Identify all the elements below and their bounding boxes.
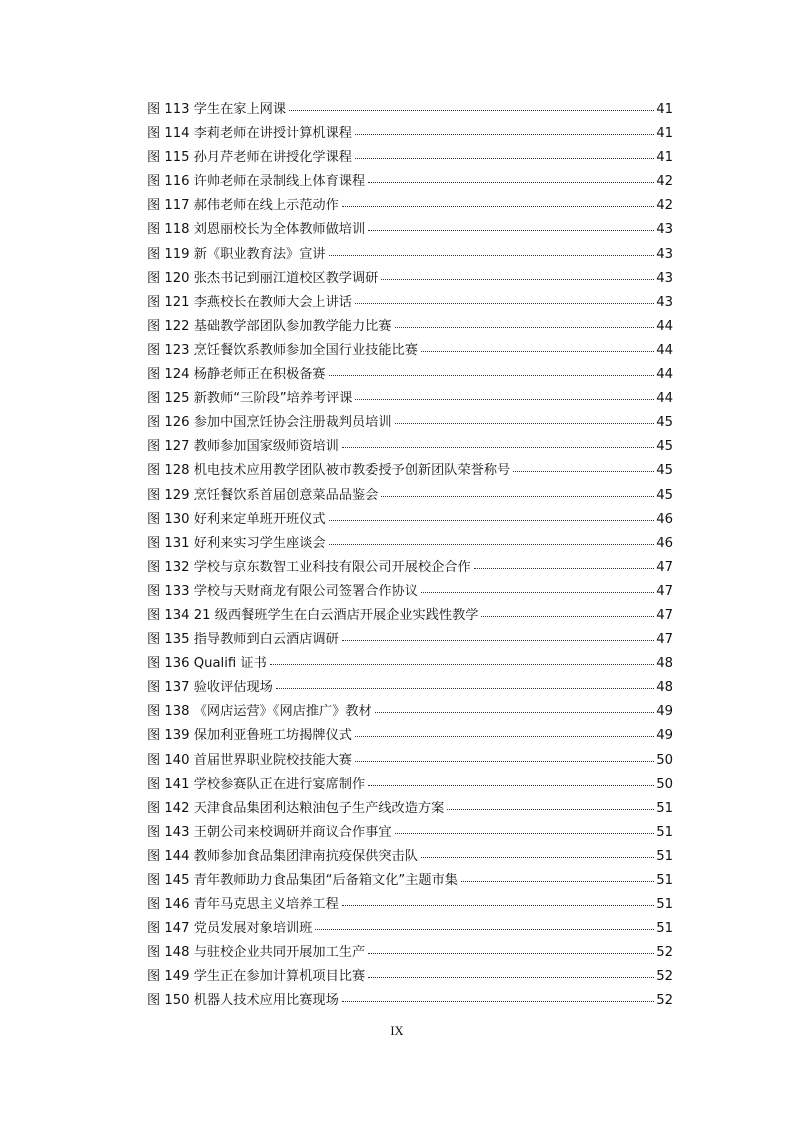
dot-leader (421, 591, 654, 593)
toc-entry[interactable] (147, 411, 673, 435)
entry-title: 图 114 李莉老师在讲授计算机课程 (147, 126, 352, 142)
dot-leader (355, 133, 654, 135)
entry-title: 图 125 新教师“三阶段”培养考评课 (147, 391, 353, 407)
dot-leader (342, 446, 654, 448)
dot-leader (355, 398, 654, 400)
entry-title: 图 127 教师参加国家级师资培训 (147, 439, 339, 455)
dot-leader (270, 663, 654, 665)
entry-title: 图 131 好利来实习学生座谈会 (147, 535, 326, 551)
toc-entry[interactable] (147, 580, 673, 604)
entry-page-number: 47 (656, 632, 673, 648)
toc-entry[interactable] (147, 724, 673, 748)
entry-title: 图 122 基础教学部团队参加教学能力比赛 (147, 318, 392, 334)
entry-page-number: 48 (656, 680, 673, 696)
entry-page-number: 46 (656, 535, 673, 551)
toc-entry[interactable] (147, 291, 673, 315)
dot-leader (289, 109, 654, 111)
entry-page-number: 52 (656, 993, 673, 1009)
entry-page-number: 51 (656, 824, 673, 840)
entry-title: 图 149 学生正在参加计算机项目比赛 (147, 969, 366, 985)
dot-leader (355, 302, 654, 304)
toc-entry[interactable] (147, 821, 673, 845)
entry-title: 图 116 许帅老师在录制线上体育课程 (147, 174, 366, 190)
entry-title: 图 115 孙月芹老师在讲授化学课程 (147, 150, 352, 166)
dot-leader (381, 278, 654, 280)
toc-entry[interactable] (147, 484, 673, 508)
dot-leader (329, 254, 654, 256)
dot-leader (481, 615, 654, 617)
entry-page-number: 45 (656, 463, 673, 479)
toc-entry[interactable] (147, 339, 673, 363)
toc-entry[interactable] (147, 965, 673, 989)
toc-entry[interactable] (147, 387, 673, 411)
entry-title: 图 118 刘恩丽校长为全体教师做培训 (147, 222, 366, 238)
dot-leader (342, 205, 654, 207)
entry-title: 图 121 李燕校长在教师大会上讲话 (147, 294, 352, 310)
toc-entry[interactable] (147, 243, 673, 267)
entry-page-number: 48 (656, 656, 673, 672)
entry-title: 图 150 机器人技术应用比赛现场 (147, 993, 339, 1009)
entry-page-number: 43 (656, 270, 673, 286)
toc-entry[interactable] (147, 917, 673, 941)
table-of-figures (147, 98, 673, 1014)
entry-title: 图 147 党员发展对象培训班 (147, 921, 313, 937)
toc-entry[interactable] (147, 435, 673, 459)
dot-leader (368, 976, 654, 978)
entry-page-number: 44 (656, 391, 673, 407)
dot-leader (395, 832, 654, 834)
entry-title: 图 145 青年教师助力食品集团“后备箱文化”主题市集 (147, 873, 458, 888)
toc-entry[interactable] (147, 170, 673, 194)
toc-entry[interactable] (147, 508, 673, 532)
entry-page-number: 47 (656, 559, 673, 575)
dot-leader (368, 784, 654, 786)
entry-page-number: 50 (656, 776, 673, 792)
toc-entry[interactable] (147, 122, 673, 146)
dot-leader (276, 687, 654, 689)
entry-page-number: 41 (656, 102, 673, 117)
entry-page-number: 50 (656, 752, 673, 768)
entry-title: 图 113 学生在家上网课 (147, 102, 287, 117)
entry-page-number: 49 (656, 704, 673, 720)
toc-entry[interactable] (147, 941, 673, 965)
entry-title: 图 134 21 级西餐班学生在白云酒店开展企业实践性教学 (147, 607, 479, 623)
entry-title: 图 142 天津食品集团利达粮油包子生产线改造方案 (147, 800, 445, 816)
dot-leader (381, 495, 654, 497)
toc-entry[interactable] (147, 315, 673, 339)
dot-leader (329, 519, 654, 521)
dot-leader (513, 470, 654, 472)
toc-entry[interactable] (147, 989, 673, 1013)
entry-page-number: 44 (656, 367, 673, 383)
entry-page-number: 41 (656, 150, 673, 166)
dot-leader (421, 350, 654, 352)
entry-title: 图 141 学校参赛队正在进行宴席制作 (147, 776, 366, 792)
entry-page-number: 51 (656, 848, 673, 864)
dot-leader (421, 856, 654, 858)
dot-leader (355, 157, 654, 159)
toc-entry[interactable] (147, 676, 673, 700)
entry-title: 图 144 教师参加食品集团津南抗疫保供突击队 (147, 848, 418, 864)
entry-title: 图 129 烹饪餐饮系首届创意菜品品鉴会 (147, 487, 379, 503)
entry-page-number: 43 (656, 222, 673, 238)
entry-page-number: 47 (656, 607, 673, 623)
entry-title: 图 119 新《职业教育法》宣讲 (147, 246, 326, 262)
dot-leader (447, 808, 654, 810)
dot-leader (368, 229, 654, 231)
entry-title: 图 123 烹饪餐饮系教师参加全国行业技能比赛 (147, 342, 418, 358)
entry-title: 图 124 杨静老师正在积极备赛 (147, 367, 326, 383)
entry-title: 图 132 学校与京东数智工业科技有限公司开展校企合作 (147, 559, 471, 575)
entry-page-number: 42 (656, 198, 673, 214)
entry-title: 图 140 首届世界职业院校技能大赛 (147, 752, 352, 768)
toc-entry[interactable] (147, 604, 673, 628)
dot-leader (375, 711, 654, 713)
entry-title: 图 146 青年马克思主义培养工程 (147, 897, 339, 913)
entry-title: 图 133 学校与天财商龙有限公司签署合作协议 (147, 583, 418, 599)
toc-entry[interactable] (147, 797, 673, 821)
entry-page-number: 44 (656, 318, 673, 334)
entry-title: 图 117 郝伟老师在线上示范动作 (147, 198, 339, 214)
dot-leader (342, 1000, 654, 1002)
entry-title: 图 120 张杰书记到丽江道校区教学调研 (147, 270, 379, 286)
toc-entry[interactable] (147, 532, 673, 556)
toc-entry[interactable] (147, 98, 673, 122)
entry-title: 图 126 参加中国烹饪协会注册裁判员培训 (147, 415, 392, 431)
entry-title: 图 130 好利来定单班开班仪式 (147, 511, 326, 527)
entry-page-number: 41 (656, 126, 673, 142)
entry-page-number: 45 (656, 487, 673, 503)
entry-title: 图 136 Qualifi 证书 (147, 656, 267, 672)
toc-entry[interactable] (147, 267, 673, 291)
entry-page-number: 46 (656, 511, 673, 527)
entry-title: 图 138 《网店运营》《网店推广》教材 (147, 704, 372, 720)
entry-page-number: 51 (656, 800, 673, 816)
toc-entry[interactable] (147, 146, 673, 170)
page-number: IX (390, 1024, 404, 1038)
entry-page-number: 44 (656, 342, 673, 358)
toc-entry[interactable] (147, 893, 673, 917)
entry-page-number: 52 (656, 945, 673, 961)
entry-title: 图 135 指导教师到白云酒店调研 (147, 632, 339, 648)
dot-leader (355, 735, 654, 737)
dot-leader (329, 374, 654, 376)
toc-entry[interactable] (147, 700, 673, 724)
entry-page-number: 43 (656, 246, 673, 262)
toc-entry[interactable] (147, 363, 673, 387)
entry-page-number: 51 (656, 921, 673, 937)
entry-page-number: 49 (656, 728, 673, 744)
toc-entry[interactable] (147, 628, 673, 652)
entry-page-number: 42 (656, 174, 673, 190)
toc-entry[interactable] (147, 652, 673, 676)
entry-page-number: 52 (656, 969, 673, 985)
dot-leader (395, 326, 654, 328)
entry-page-number: 45 (656, 415, 673, 431)
toc-entry[interactable] (147, 845, 673, 869)
entry-title: 图 143 王朝公司来校调研并商议合作事宜 (147, 824, 392, 840)
entry-title: 图 128 机电技术应用教学团队被市教委授予创新团队荣誉称号 (147, 463, 511, 479)
dot-leader (355, 760, 654, 762)
toc-entry[interactable] (147, 218, 673, 242)
entry-page-number: 47 (656, 583, 673, 599)
toc-entry[interactable] (147, 459, 673, 483)
entry-page-number: 45 (656, 439, 673, 455)
entry-page-number: 51 (656, 873, 673, 888)
toc-entry[interactable] (147, 556, 673, 580)
dot-leader (368, 952, 654, 954)
dot-leader (329, 543, 654, 545)
toc-entry[interactable] (147, 749, 673, 773)
entry-title: 图 139 保加利亚鲁班工坊揭牌仪式 (147, 728, 352, 744)
dot-leader (368, 181, 654, 183)
dot-leader (395, 422, 654, 424)
dot-leader (474, 567, 654, 569)
dot-leader (342, 639, 654, 641)
toc-entry[interactable] (147, 194, 673, 218)
toc-entry[interactable] (147, 773, 673, 797)
entry-title: 图 148 与驻校企业共同开展加工生产 (147, 945, 366, 961)
entry-title: 图 137 验收评估现场 (147, 680, 273, 696)
dot-leader (342, 904, 654, 906)
dot-leader (315, 928, 654, 930)
toc-entry[interactable] (147, 869, 673, 893)
entry-page-number: 43 (656, 294, 673, 310)
entry-page-number: 51 (656, 897, 673, 913)
dot-leader (461, 880, 654, 882)
